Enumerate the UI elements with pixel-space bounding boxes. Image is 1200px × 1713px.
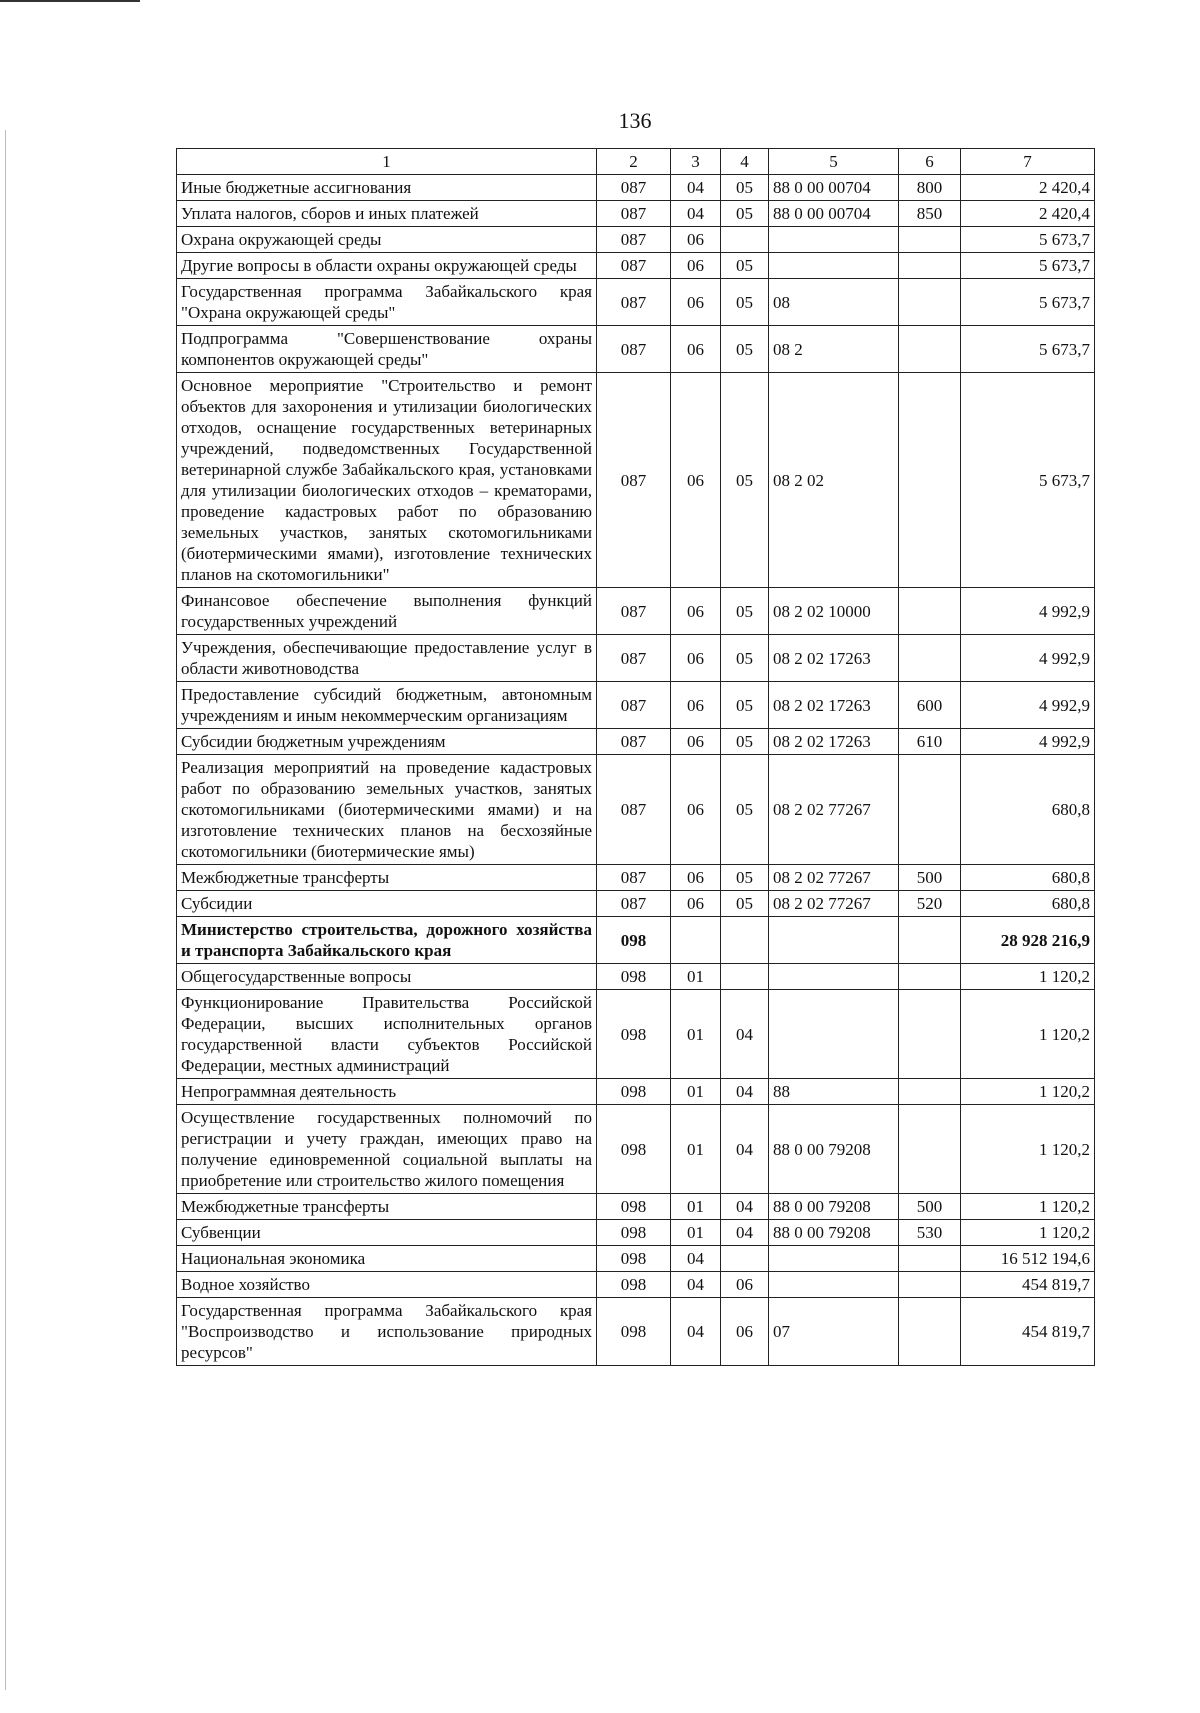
- row-amount-cell: 4 992,9: [961, 729, 1095, 755]
- row-section-cell: 06: [671, 729, 721, 755]
- row-ministry-code-cell: 087: [597, 373, 671, 588]
- row-target-article-cell: [769, 1272, 899, 1298]
- row-expense-type-cell: [899, 1272, 961, 1298]
- row-section-cell: 06: [671, 682, 721, 729]
- row-section-cell: 01: [671, 1220, 721, 1246]
- row-target-article-cell: 08 2 02 17263: [769, 729, 899, 755]
- row-name-cell: Государственная программа Забайкальского края "Охрана окружающей среды": [177, 279, 597, 326]
- row-ministry-code-cell: 098: [597, 990, 671, 1079]
- row-name-cell: Финансовое обеспечение выполнения функций государственных учреждений: [177, 588, 597, 635]
- row-ministry-code-cell: 087: [597, 326, 671, 373]
- row-name-cell: Общегосударственные вопросы: [177, 964, 597, 990]
- row-name-cell: Межбюджетные трансферты: [177, 1194, 597, 1220]
- row-ministry-code-cell: 098: [597, 1220, 671, 1246]
- row-name-cell: Уплата налогов, сборов и иных платежей: [177, 201, 597, 227]
- row-name-cell: Функционирование Правительства Российской Федерации, высших исполнительных органов государственной власти субъектов Российской Федерации, местных администраций: [177, 990, 597, 1079]
- row-ministry-code-cell: 087: [597, 588, 671, 635]
- header-cell: 2: [597, 149, 671, 175]
- row-subsection-cell: 05: [721, 373, 769, 588]
- row-target-article-cell: 88 0 00 00704: [769, 175, 899, 201]
- row-name-cell: Основное мероприятие "Строительство и ремонт объектов для захоронения и утилизации биологических отходов, оснащение государственных ветеринарных учреждений, подведомственных Государственной ветеринарной службе Забайкальского края, установками для утилизации биологических отходов – крематорами, проведение кадастровых работ по образованию земельных участков, занятых скотомогильниками (биотермическими ямами), изготовление технических планов на скотомогильники": [177, 373, 597, 588]
- row-target-article-cell: 08 2 02 17263: [769, 682, 899, 729]
- row-expense-type-cell: [899, 373, 961, 588]
- row-ministry-code-cell: 098: [597, 1105, 671, 1194]
- table-row: [177, 588, 1095, 635]
- row-section-cell: [671, 917, 721, 964]
- row-name-cell: Учреждения, обеспечивающие предоставление услуг в области животноводства: [177, 635, 597, 682]
- row-section-cell: 01: [671, 1079, 721, 1105]
- row-section-cell: 06: [671, 326, 721, 373]
- budget-table: [176, 148, 1095, 1366]
- header-cell: 4: [721, 149, 769, 175]
- row-amount-cell: 28 928 216,9: [961, 917, 1095, 964]
- row-amount-cell: 5 673,7: [961, 373, 1095, 588]
- row-ministry-code-cell: 087: [597, 227, 671, 253]
- row-section-cell: 06: [671, 891, 721, 917]
- row-target-article-cell: 08 2 02 77267: [769, 755, 899, 865]
- row-target-article-cell: 88: [769, 1079, 899, 1105]
- row-section-cell: 06: [671, 588, 721, 635]
- row-subsection-cell: 05: [721, 755, 769, 865]
- row-expense-type-cell: [899, 964, 961, 990]
- row-ministry-code-cell: 098: [597, 1194, 671, 1220]
- row-name-cell: Межбюджетные трансферты: [177, 865, 597, 891]
- row-subsection-cell: 05: [721, 201, 769, 227]
- row-section-cell: 04: [671, 201, 721, 227]
- row-expense-type-cell: [899, 917, 961, 964]
- row-amount-cell: 5 673,7: [961, 253, 1095, 279]
- scan-edge-top: [0, 0, 140, 2]
- row-subsection-cell: 04: [721, 1220, 769, 1246]
- row-subsection-cell: 05: [721, 729, 769, 755]
- row-expense-type-cell: [899, 1079, 961, 1105]
- row-target-article-cell: [769, 253, 899, 279]
- table-row: [177, 175, 1095, 201]
- row-subsection-cell: 05: [721, 865, 769, 891]
- row-ministry-code-cell: 087: [597, 253, 671, 279]
- row-subsection-cell: 05: [721, 635, 769, 682]
- table-row: [177, 201, 1095, 227]
- row-target-article-cell: 08 2 02: [769, 373, 899, 588]
- row-section-cell: 06: [671, 755, 721, 865]
- row-target-article-cell: 08 2 02 17263: [769, 635, 899, 682]
- row-expense-type-cell: [899, 253, 961, 279]
- row-section-cell: 01: [671, 1194, 721, 1220]
- row-amount-cell: 680,8: [961, 865, 1095, 891]
- row-name-cell: Реализация мероприятий на проведение кадастровых работ по образованию земельных участков, занятых скотомогильниками (биотермическими ямами) и на изготовление технических планов на бесхозяйные скотомогильники (биотермические ямы): [177, 755, 597, 865]
- row-section-cell: 01: [671, 964, 721, 990]
- row-subsection-cell: [721, 964, 769, 990]
- row-name-cell: Водное хозяйство: [177, 1272, 597, 1298]
- row-subsection-cell: 04: [721, 1194, 769, 1220]
- table-row: [177, 964, 1095, 990]
- header-cell: 3: [671, 149, 721, 175]
- row-section-cell: 06: [671, 227, 721, 253]
- row-target-article-cell: 88 0 00 00704: [769, 201, 899, 227]
- table-row: [177, 1298, 1095, 1366]
- header-cell: 1: [177, 149, 597, 175]
- row-amount-cell: 1 120,2: [961, 1105, 1095, 1194]
- row-target-article-cell: [769, 964, 899, 990]
- row-subsection-cell: 04: [721, 1105, 769, 1194]
- row-subsection-cell: 05: [721, 279, 769, 326]
- row-target-article-cell: 07: [769, 1298, 899, 1366]
- row-target-article-cell: [769, 917, 899, 964]
- row-subsection-cell: [721, 1246, 769, 1272]
- row-target-article-cell: 08 2 02 77267: [769, 865, 899, 891]
- row-amount-cell: 680,8: [961, 755, 1095, 865]
- table-row: [177, 891, 1095, 917]
- table-row: [177, 253, 1095, 279]
- row-subsection-cell: 05: [721, 588, 769, 635]
- row-amount-cell: 2 420,4: [961, 175, 1095, 201]
- row-expense-type-cell: 530: [899, 1220, 961, 1246]
- row-amount-cell: 5 673,7: [961, 227, 1095, 253]
- row-subsection-cell: [721, 227, 769, 253]
- row-name-cell: Предоставление субсидий бюджетным, автономным учреждениям и иным некоммерческим организациям: [177, 682, 597, 729]
- row-target-article-cell: 88 0 00 79208: [769, 1105, 899, 1194]
- row-expense-type-cell: [899, 588, 961, 635]
- row-section-cell: 06: [671, 635, 721, 682]
- row-name-cell: Министерство строительства, дорожного хозяйства и транспорта Забайкальского края: [177, 917, 597, 964]
- table-row: [177, 227, 1095, 253]
- table-row: [177, 755, 1095, 865]
- scan-edge-left: [5, 130, 6, 1690]
- row-amount-cell: 5 673,7: [961, 279, 1095, 326]
- row-subsection-cell: 06: [721, 1298, 769, 1366]
- table-row: [177, 326, 1095, 373]
- row-amount-cell: 1 120,2: [961, 964, 1095, 990]
- row-amount-cell: 680,8: [961, 891, 1095, 917]
- row-subsection-cell: 05: [721, 682, 769, 729]
- row-ministry-code-cell: 087: [597, 682, 671, 729]
- row-target-article-cell: 88 0 00 79208: [769, 1220, 899, 1246]
- row-name-cell: Государственная программа Забайкальского края "Воспроизводство и использование природных ресурсов": [177, 1298, 597, 1366]
- row-expense-type-cell: 850: [899, 201, 961, 227]
- row-amount-cell: 4 992,9: [961, 682, 1095, 729]
- table-row: [177, 1246, 1095, 1272]
- row-amount-cell: 4 992,9: [961, 635, 1095, 682]
- table-row: [177, 729, 1095, 755]
- table-row: [177, 1079, 1095, 1105]
- row-ministry-code-cell: 098: [597, 1298, 671, 1366]
- row-amount-cell: 454 819,7: [961, 1298, 1095, 1366]
- table-row: [177, 865, 1095, 891]
- row-ministry-code-cell: 098: [597, 917, 671, 964]
- row-expense-type-cell: [899, 326, 961, 373]
- table-row: [177, 917, 1095, 964]
- header-row: [177, 149, 1095, 175]
- header-cell: 5: [769, 149, 899, 175]
- row-section-cell: 01: [671, 1105, 721, 1194]
- row-amount-cell: 1 120,2: [961, 1220, 1095, 1246]
- row-name-cell: Субсидии бюджетным учреждениям: [177, 729, 597, 755]
- row-name-cell: Охрана окружающей среды: [177, 227, 597, 253]
- row-expense-type-cell: [899, 635, 961, 682]
- row-section-cell: 04: [671, 1246, 721, 1272]
- row-target-article-cell: [769, 1246, 899, 1272]
- row-expense-type-cell: 500: [899, 865, 961, 891]
- row-amount-cell: 16 512 194,6: [961, 1246, 1095, 1272]
- row-section-cell: 06: [671, 279, 721, 326]
- table-row: [177, 373, 1095, 588]
- row-ministry-code-cell: 087: [597, 201, 671, 227]
- row-expense-type-cell: [899, 1105, 961, 1194]
- row-ministry-code-cell: 087: [597, 729, 671, 755]
- row-ministry-code-cell: 087: [597, 865, 671, 891]
- row-subsection-cell: 05: [721, 175, 769, 201]
- page-number: 136: [618, 108, 652, 133]
- table-body: [177, 175, 1095, 1366]
- row-subsection-cell: [721, 917, 769, 964]
- row-target-article-cell: 08: [769, 279, 899, 326]
- row-expense-type-cell: [899, 990, 961, 1079]
- row-section-cell: 06: [671, 373, 721, 588]
- row-section-cell: 04: [671, 175, 721, 201]
- row-target-article-cell: [769, 227, 899, 253]
- row-subsection-cell: 04: [721, 1079, 769, 1105]
- header-cell: 7: [961, 149, 1095, 175]
- row-subsection-cell: 04: [721, 990, 769, 1079]
- row-expense-type-cell: [899, 227, 961, 253]
- row-name-cell: Другие вопросы в области охраны окружающей среды: [177, 253, 597, 279]
- row-amount-cell: 1 120,2: [961, 990, 1095, 1079]
- row-target-article-cell: 08 2 02 10000: [769, 588, 899, 635]
- row-section-cell: 04: [671, 1272, 721, 1298]
- row-ministry-code-cell: 098: [597, 964, 671, 990]
- row-amount-cell: 1 120,2: [961, 1079, 1095, 1105]
- row-section-cell: 01: [671, 990, 721, 1079]
- row-name-cell: Непрограммная деятельность: [177, 1079, 597, 1105]
- table-row: [177, 1105, 1095, 1194]
- row-ministry-code-cell: 087: [597, 755, 671, 865]
- row-name-cell: Подпрограмма "Совершенствование охраны компонентов окружающей среды": [177, 326, 597, 373]
- header-cell: 6: [899, 149, 961, 175]
- row-expense-type-cell: 600: [899, 682, 961, 729]
- row-expense-type-cell: 520: [899, 891, 961, 917]
- row-subsection-cell: 05: [721, 891, 769, 917]
- row-expense-type-cell: [899, 755, 961, 865]
- table-row: [177, 635, 1095, 682]
- row-ministry-code-cell: 087: [597, 279, 671, 326]
- row-expense-type-cell: 610: [899, 729, 961, 755]
- row-ministry-code-cell: 087: [597, 635, 671, 682]
- row-expense-type-cell: 500: [899, 1194, 961, 1220]
- table-row: [177, 1272, 1095, 1298]
- row-amount-cell: 4 992,9: [961, 588, 1095, 635]
- table-row: [177, 1220, 1095, 1246]
- row-target-article-cell: 08 2 02 77267: [769, 891, 899, 917]
- row-expense-type-cell: [899, 1246, 961, 1272]
- row-name-cell: Субвенции: [177, 1220, 597, 1246]
- row-section-cell: 04: [671, 1298, 721, 1366]
- row-name-cell: Осуществление государственных полномочий по регистрации и учету граждан, имеющих право на получение единовременной социальной выплаты на приобретение или строительство жилого помещения: [177, 1105, 597, 1194]
- row-section-cell: 06: [671, 865, 721, 891]
- row-target-article-cell: 88 0 00 79208: [769, 1194, 899, 1220]
- row-name-cell: Национальная экономика: [177, 1246, 597, 1272]
- row-expense-type-cell: [899, 279, 961, 326]
- row-ministry-code-cell: 087: [597, 891, 671, 917]
- row-ministry-code-cell: 098: [597, 1246, 671, 1272]
- row-expense-type-cell: 800: [899, 175, 961, 201]
- row-subsection-cell: 06: [721, 1272, 769, 1298]
- table-row: [177, 990, 1095, 1079]
- row-subsection-cell: 05: [721, 253, 769, 279]
- table-row: [177, 1194, 1095, 1220]
- row-expense-type-cell: [899, 1298, 961, 1366]
- row-ministry-code-cell: 098: [597, 1272, 671, 1298]
- row-name-cell: Субсидии: [177, 891, 597, 917]
- row-ministry-code-cell: 087: [597, 175, 671, 201]
- row-subsection-cell: 05: [721, 326, 769, 373]
- table-row: [177, 279, 1095, 326]
- row-amount-cell: 2 420,4: [961, 201, 1095, 227]
- row-section-cell: 06: [671, 253, 721, 279]
- table-row: [177, 682, 1095, 729]
- row-ministry-code-cell: 098: [597, 1079, 671, 1105]
- row-name-cell: Иные бюджетные ассигнования: [177, 175, 597, 201]
- row-target-article-cell: 08 2: [769, 326, 899, 373]
- row-amount-cell: 1 120,2: [961, 1194, 1095, 1220]
- row-amount-cell: 5 673,7: [961, 326, 1095, 373]
- row-amount-cell: 454 819,7: [961, 1272, 1095, 1298]
- row-target-article-cell: [769, 990, 899, 1079]
